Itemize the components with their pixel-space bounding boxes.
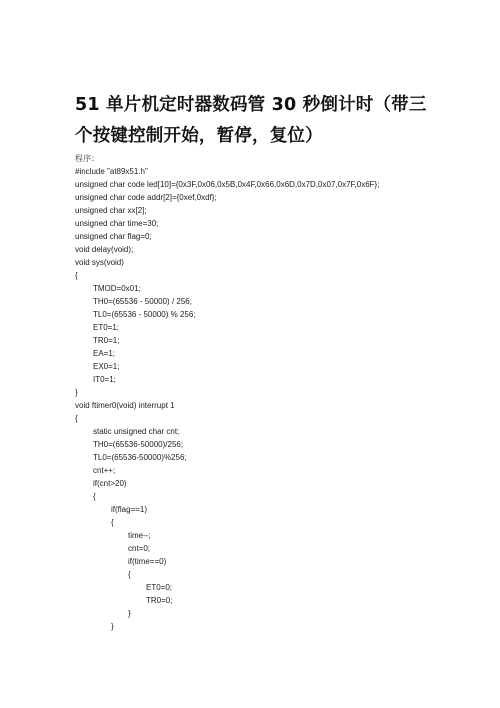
code-line: } xyxy=(128,609,131,618)
code-line: time--; xyxy=(128,531,151,540)
document-title xyxy=(75,90,435,152)
code-line: TR0=0; xyxy=(146,596,173,605)
code-line: cnt=0; xyxy=(128,544,151,553)
code-line: IT0=1; xyxy=(93,375,116,384)
code-line: EA=1; xyxy=(93,349,116,358)
code-line: TR0=1; xyxy=(93,336,120,345)
code-line: { xyxy=(111,518,114,527)
code-line: TMOD=0x01; xyxy=(93,284,141,293)
code-line: TL0=(65536 - 50000) % 256; xyxy=(93,310,196,319)
code-line: ET0=0; xyxy=(146,583,173,592)
code-line: TH0=(65536-50000)/256; xyxy=(93,440,184,449)
code-line: ET0=1; xyxy=(93,323,120,332)
code-line: #include "at89x51.h" xyxy=(75,167,148,176)
code-line: void sys(void) xyxy=(75,258,124,267)
title-line-2: 个按键控制开始，暂停，复位） xyxy=(75,125,323,146)
code-line: { xyxy=(75,414,78,423)
code-line: cnt++; xyxy=(93,466,116,475)
code-line: unsigned char code addr[2]={0xef,0xdf}; xyxy=(75,193,217,202)
code-line: } xyxy=(75,388,78,397)
program-label: 程序： xyxy=(75,154,99,163)
code-line: TL0=(65536-50000)%256; xyxy=(93,453,187,462)
code-block xyxy=(75,165,475,633)
code-line: if(flag==1) xyxy=(111,505,148,514)
code-line: if(time==0) xyxy=(128,557,167,566)
code-line: unsigned char flag=0; xyxy=(75,232,152,241)
code-line: if(cnt>20) xyxy=(93,479,127,488)
title-line-1: 51 单片机定时器数码管 30 秒倒计时（带三 xyxy=(75,94,427,115)
code-line: { xyxy=(75,271,78,280)
code-line: void ftimer0(void) interrupt 1 xyxy=(75,401,175,410)
code-line: unsigned char time=30; xyxy=(75,219,159,228)
code-line: { xyxy=(128,570,131,579)
code-line: EX0=1; xyxy=(93,362,120,371)
code-line: unsigned char code led[10]={0x3F,0x06,0x5B,0x4F,0x66,0x6D,0x7D,0x07,0x7F,0x6F}; xyxy=(75,180,380,189)
code-line: void delay(void); xyxy=(75,245,134,254)
code-line: static unsigned char cnt; xyxy=(93,427,180,436)
code-line: { xyxy=(93,492,96,501)
code-line: TH0=(65536 - 50000) / 256; xyxy=(93,297,192,306)
code-line: } xyxy=(111,622,114,631)
code-line: unsigned char xx[2]; xyxy=(75,206,147,215)
